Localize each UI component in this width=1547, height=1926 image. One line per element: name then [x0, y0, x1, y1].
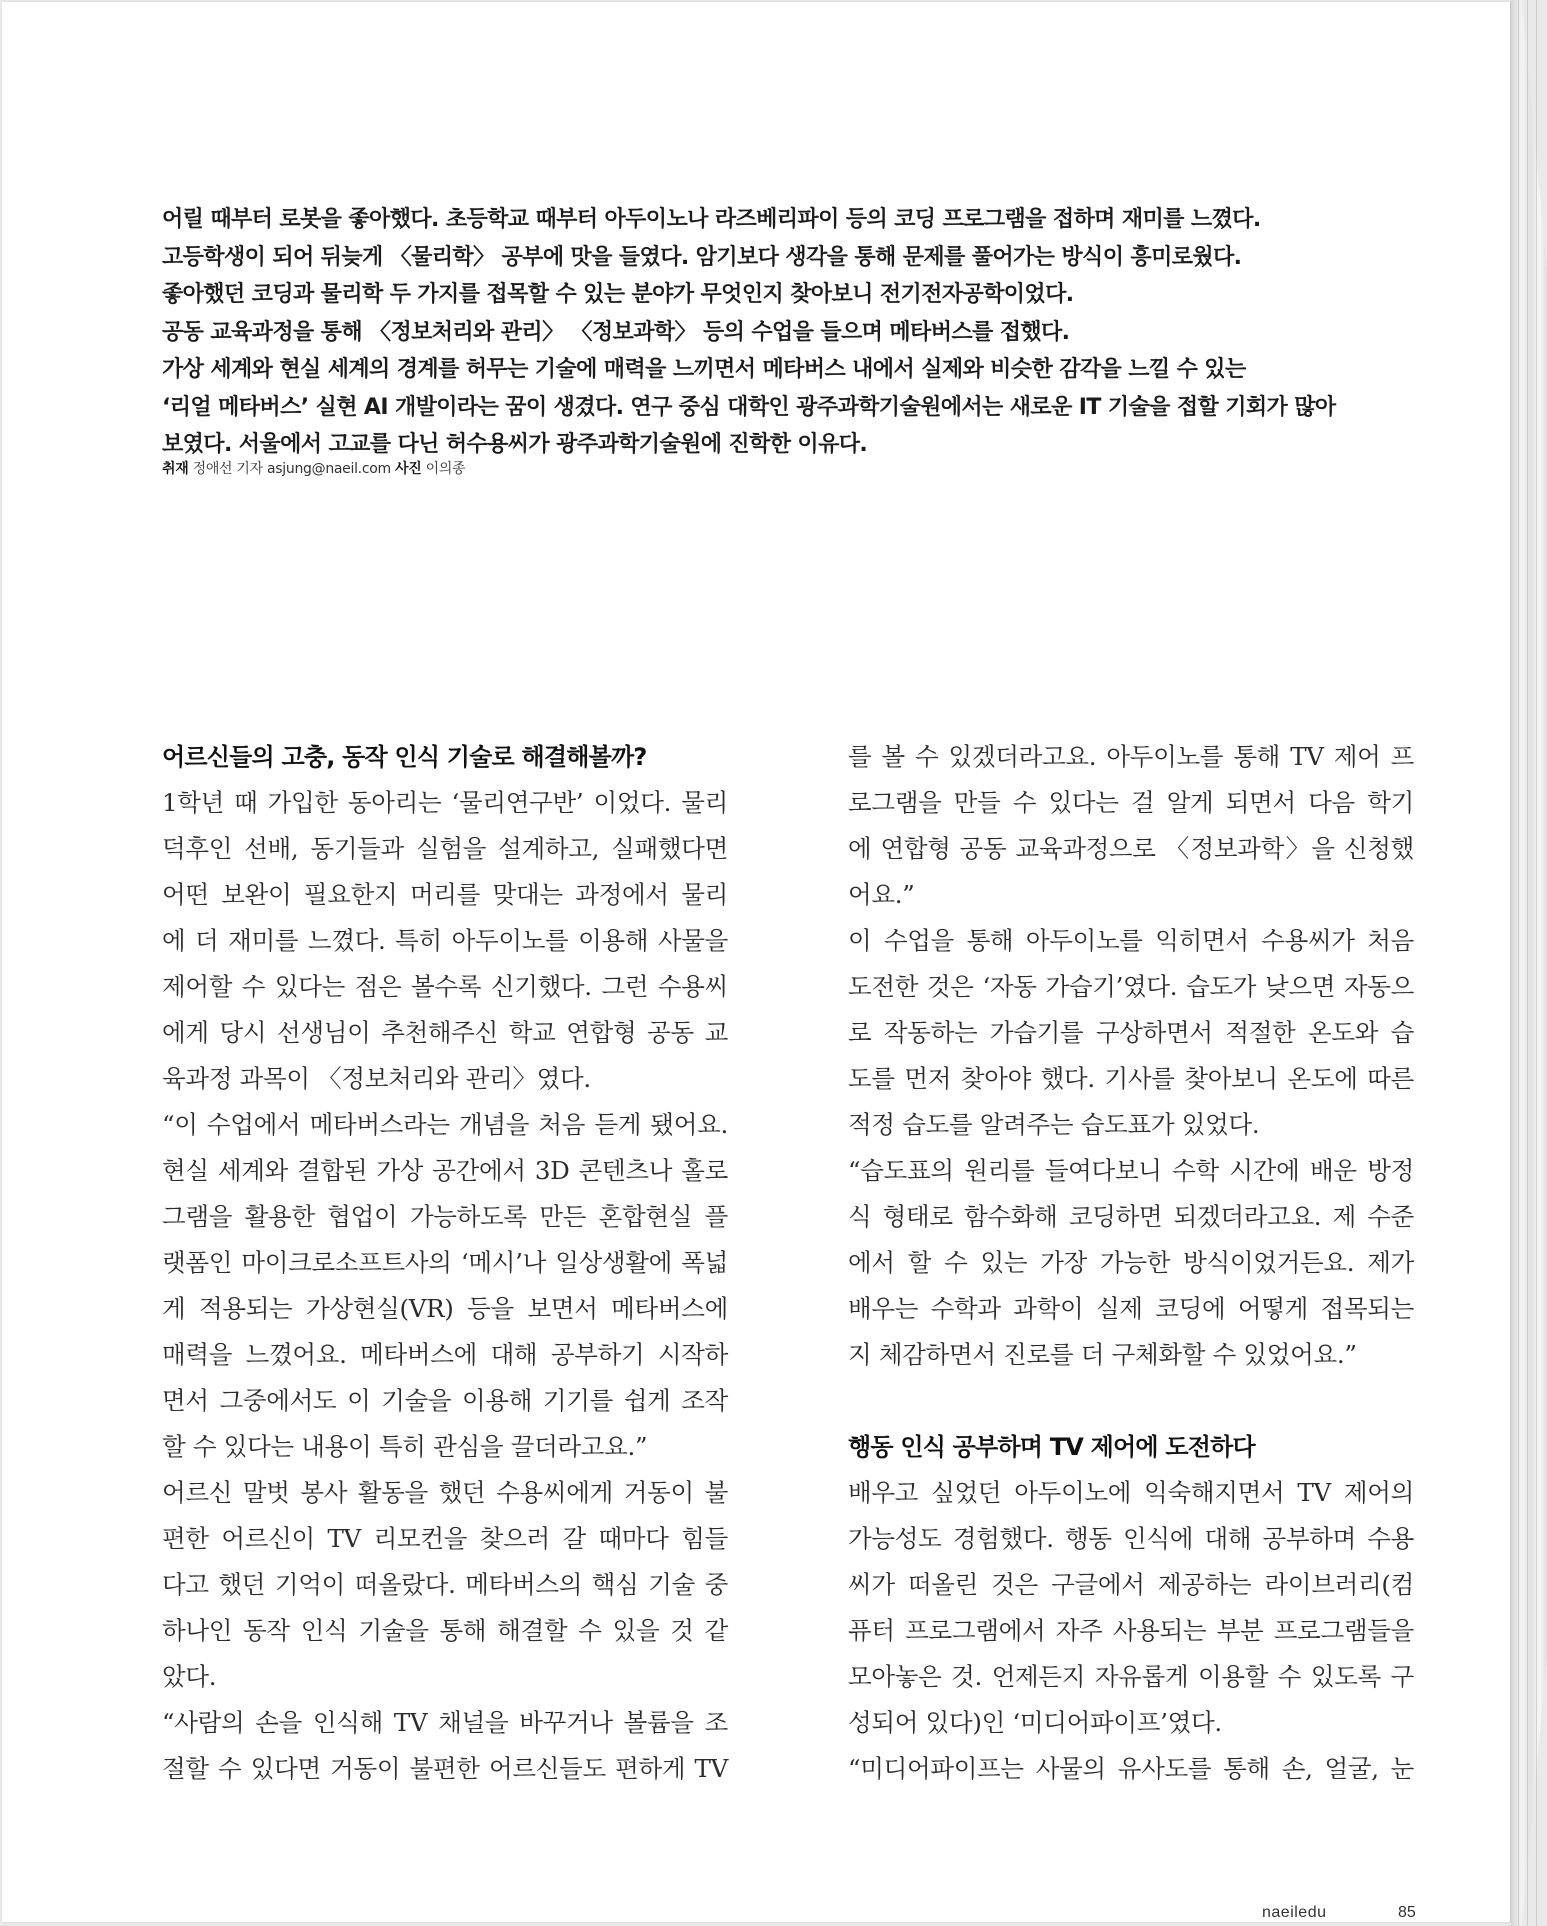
body-line: 성되어 있다)인 ‘미디어파이프’였다.: [848, 1708, 1222, 1737]
body-line: 어르신 말벗 봉사 활동을 했던 수용씨에게 거동이 불: [162, 1478, 728, 1507]
body-line: 제어할 수 있다는 점은 볼수록 신기했다. 그런 수용씨: [162, 972, 728, 1001]
intro-line: 보였다. 서울에서 고교를 다닌 허수용씨가 광주과학기술원에 진학한 이유다.: [162, 432, 868, 457]
footer-brand: naeiledu: [1262, 1904, 1327, 1921]
intro-line: 가상 세계와 현실 세계의 경계를 허무는 기술에 매력을 느끼면서 메타버스 내에서 실제와 비슷한 감각을 느낄 수 있는: [162, 357, 1246, 382]
body-line: 가능성도 경험했다. 행동 인식에 대해 공부하며 수용: [848, 1524, 1414, 1553]
body-line: 를 볼 수 있겠더라고요. 아두이노를 통해 TV 제어 프: [848, 742, 1414, 771]
page-edge-line: [1536, 0, 1537, 1926]
intro-line: ‘리얼 메타버스’ 실현 AI 개발이라는 꿈이 생겼다. 연구 중심 대학인 광주과학기술원에서는 새로운 IT 기술을 접할 기회가 많아: [162, 394, 1336, 420]
page-number: 85: [1398, 1904, 1416, 1921]
body-line: 하나인 동작 인식 기술을 통해 해결할 수 있을 것 같: [162, 1616, 728, 1645]
body-line: 덕후인 선배, 동기들과 실험을 설계하고, 실패했다면: [162, 834, 728, 863]
body-line: 식 형태로 함수화해 코딩하면 되겠더라고요. 제 수준: [848, 1202, 1414, 1231]
section-heading: 어르신들의 고충, 동작 인식 기술로 해결해볼까?: [162, 743, 647, 771]
body-line: 적정 습도를 알려주는 습도표가 있었다.: [848, 1110, 1260, 1139]
body-line: 매력을 느꼈어요. 메타버스에 대해 공부하기 시작하: [162, 1340, 728, 1369]
byline-reporter: 정애선 기자 asjung@naeil.com: [192, 461, 391, 477]
body-line: 다고 했던 기억이 떠올랐다. 메타버스의 핵심 기술 중: [162, 1570, 728, 1599]
byline-label-reporter: 취재: [162, 461, 189, 477]
body-line: 배우는 수학과 과학이 실제 코딩에 어떻게 접목되는: [848, 1294, 1414, 1323]
body-line: 에 연합형 공동 교육과정으로 〈정보과학〉을 신청했: [848, 834, 1414, 863]
body-line: 로 작동하는 가습기를 구상하면서 적절한 온도와 습: [848, 1018, 1414, 1047]
section-heading: 행동 인식 공부하며 TV 제어에 도전하다: [848, 1433, 1255, 1461]
body-line: “습도표의 원리를 들여다보니 수학 시간에 배운 방정: [848, 1156, 1414, 1185]
body-line: 씨가 떠올린 것은 구글에서 제공하는 라이브러리(컴: [848, 1570, 1414, 1599]
body-line: 어요.”: [848, 880, 915, 909]
paragraph-gap: [848, 1378, 1414, 1424]
body-line: “이 수업에서 메타버스라는 개념을 처음 듣게 됐어요.: [162, 1110, 728, 1139]
body-line: 이 수업을 통해 아두이노를 익히면서 수용씨가 처음: [848, 926, 1414, 955]
page-edge: [1511, 0, 1547, 1926]
body-line: 게 적용되는 가상현실(VR) 등을 보면서 메타버스에: [162, 1294, 728, 1323]
body-line: 모아놓은 것. 언제든지 자유롭게 이용할 수 있도록 구: [848, 1662, 1414, 1691]
page-edge-line: [1518, 0, 1519, 1926]
body-line: 퓨터 프로그램에서 자주 사용되는 부분 프로그램들을: [848, 1616, 1414, 1645]
body-line: 절할 수 있다면 거동이 불편한 어르신들도 편하게 TV: [162, 1754, 728, 1783]
body-line: “미디어파이프는 사물의 유사도를 통해 손, 얼굴, 눈: [848, 1754, 1414, 1783]
body-line: 육과정 과목이 〈정보처리와 관리〉였다.: [162, 1064, 591, 1093]
intro-line: 공동 교육과정을 통해 〈정보처리와 관리〉 〈정보과학〉 등의 수업을 들으며 메타버스를 접했다.: [162, 319, 1070, 345]
body-line: 편한 어르신이 TV 리모컨을 찾으러 갈 때마다 힘들: [162, 1524, 728, 1553]
byline-label-photo: 사진: [394, 461, 422, 477]
body-line: 할 수 있다는 내용이 특히 관심을 끌더라고요.”: [162, 1432, 648, 1461]
intro-lede: [162, 201, 1432, 464]
intro-line: 고등학생이 되어 뒤늦게 〈물리학〉 공부에 맛을 들였다. 암기보다 생각을 통해 문제를 풀어가는 방식이 흥미로웠다.: [162, 244, 1242, 270]
body-line: 에게 당시 선생님이 추천해주신 학교 연합형 공동 교: [162, 1018, 728, 1047]
intro-line: 좋아했던 코딩과 물리학 두 가지를 접목할 수 있는 분야가 무엇인지 찾아보니 전기전자공학이었다.: [162, 282, 1074, 307]
body-line: 면서 그중에서도 이 기술을 이용해 기기를 쉽게 조작: [162, 1386, 728, 1415]
body-line: 도전한 것은 ‘자동 가습기’였다. 습도가 낮으면 자동으: [848, 972, 1414, 1001]
body-line: 지 체감하면서 진로를 더 구체화할 수 있었어요.”: [848, 1340, 1357, 1369]
body-line: 배우고 싶었던 아두이노에 익숙해지면서 TV 제어의: [848, 1478, 1414, 1507]
body-line: 도를 먼저 찾아야 했다. 기사를 찾아보니 온도에 따른: [848, 1064, 1414, 1093]
byline: [162, 458, 465, 478]
body-line: 1학년 때 가입한 동아리는 ‘물리연구반’ 이었다. 물리: [162, 788, 728, 817]
left-column: [162, 734, 728, 1792]
body-line: 그램을 활용한 협업이 가능하도록 만든 혼합현실 플: [162, 1202, 728, 1231]
body-line: 어떤 보완이 필요한지 머리를 맞대는 과정에서 물리: [162, 880, 728, 909]
intro-line: 어릴 때부터 로봇을 좋아했다. 초등학교 때부터 아두이노나 라즈베리파이 등의 코딩 프로그램을 접하며 재미를 느꼈다.: [162, 207, 1261, 232]
body-line: 았다.: [162, 1662, 217, 1691]
page-edge-line: [1527, 0, 1528, 1926]
right-column: [848, 734, 1414, 1792]
body-line: 랫폼인 마이크로소프트사의 ‘메시’나 일상생활에 폭넓: [162, 1248, 728, 1277]
body-line: 에서 할 수 있는 가장 가능한 방식이었거든요. 제가: [848, 1248, 1414, 1277]
byline-photographer: 이의종: [425, 461, 466, 477]
body-line: 로그램을 만들 수 있다는 걸 알게 되면서 다음 학기: [848, 788, 1414, 817]
body-line: “사람의 손을 인식해 TV 채널을 바꾸거나 볼륨을 조: [162, 1708, 728, 1737]
body-line: 현실 세계와 결합된 가상 공간에서 3D 콘텐츠나 홀로: [162, 1156, 728, 1185]
body-line: 에 더 재미를 느꼈다. 특히 아두이노를 이용해 사물을: [162, 926, 728, 955]
